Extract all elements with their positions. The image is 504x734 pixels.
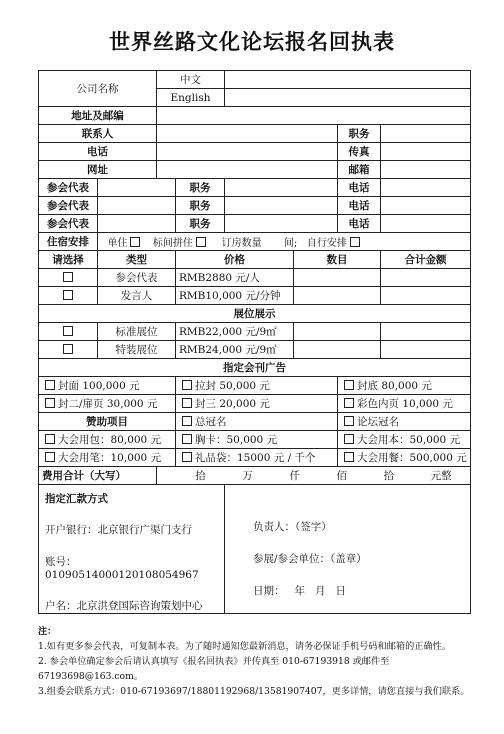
responsible-signature[interactable]: 负责人：（签字） bbox=[253, 521, 332, 533]
fee-unit: 拾 bbox=[383, 470, 395, 482]
account-holder: 户名：北京洪登国际咨询策划中心 bbox=[45, 600, 203, 612]
delegate-phone-field[interactable] bbox=[381, 215, 471, 233]
booth-section-header: 展位展示 bbox=[39, 305, 471, 323]
sponsor-option[interactable]: 大会用本：50,000 元 bbox=[338, 431, 471, 449]
checkbox-icon[interactable] bbox=[344, 416, 354, 426]
fee-unit: 万 bbox=[242, 470, 253, 482]
checkbox-icon[interactable] bbox=[344, 380, 354, 390]
delegate-phone-label: 电话 bbox=[338, 215, 381, 233]
select-cell[interactable] bbox=[39, 269, 98, 287]
delegate-position-field[interactable] bbox=[225, 179, 338, 197]
website-field[interactable] bbox=[157, 161, 338, 179]
fee-unit: 佰 bbox=[336, 470, 348, 482]
contact-position-field[interactable] bbox=[381, 125, 471, 143]
checkbox-icon[interactable] bbox=[182, 380, 192, 390]
ad-option[interactable]: 封底 80,000 元 bbox=[338, 377, 471, 395]
delegate-label: 参会代表 bbox=[39, 215, 98, 233]
ads-section-header: 指定会刊广告 bbox=[39, 359, 471, 377]
checkbox-icon[interactable] bbox=[344, 434, 354, 444]
fee-total-field[interactable] bbox=[157, 467, 471, 485]
fax-field[interactable] bbox=[381, 143, 471, 161]
phone-label: 电话 bbox=[39, 143, 157, 161]
delegate-position-label: 职务 bbox=[176, 197, 225, 215]
delegate-phone-label: 电话 bbox=[338, 197, 381, 215]
booth-total-field[interactable] bbox=[381, 323, 471, 341]
single-room-option[interactable]: 单住 bbox=[101, 234, 143, 249]
sponsor-option[interactable]: 大会用笔：10,000 元 bbox=[39, 449, 176, 467]
self-arranged-option[interactable]: 自行安排 bbox=[300, 234, 362, 249]
booth-quantity-field[interactable] bbox=[294, 323, 381, 341]
delegate-name-field[interactable] bbox=[98, 215, 176, 233]
select-cell[interactable] bbox=[39, 323, 98, 341]
ad-option[interactable]: 封三 20,000 元 bbox=[176, 395, 338, 413]
delegate-label: 参会代表 bbox=[39, 179, 98, 197]
header-select: 请选择 bbox=[39, 251, 98, 269]
checkbox-icon[interactable] bbox=[130, 237, 140, 247]
shared-room-option[interactable]: 标间拼住 bbox=[147, 234, 209, 249]
accommodation-options bbox=[98, 233, 471, 251]
checkbox-icon[interactable] bbox=[45, 398, 55, 408]
website-label: 网址 bbox=[39, 161, 157, 179]
company-cn-field[interactable] bbox=[225, 71, 471, 89]
checkbox-icon[interactable] bbox=[350, 237, 360, 247]
booth-price: RMB24,000 元/9㎡ bbox=[176, 341, 294, 359]
company-en-field[interactable] bbox=[225, 89, 471, 107]
phone-field[interactable] bbox=[157, 143, 338, 161]
note-item: 2. 参会单位确定参会后请认真填写《报名回执表》并传真至 010-67193918 或邮件至 67193698@163.com。 bbox=[38, 656, 390, 682]
checkbox-icon[interactable] bbox=[182, 434, 192, 444]
company-cn-label: 中文 bbox=[157, 71, 225, 89]
contact-person-label: 联系人 bbox=[39, 125, 157, 143]
checkbox-icon[interactable] bbox=[344, 398, 354, 408]
delegate-label: 参会代表 bbox=[39, 197, 98, 215]
remittance-right bbox=[225, 485, 471, 614]
note-item: 1.如有更多参会代表，可复制本表。为了随时通知您最新消息，请务必保证手机号码和邮箱的正确性。 bbox=[38, 641, 452, 652]
checkbox-icon[interactable] bbox=[182, 398, 192, 408]
delegate-position-field[interactable] bbox=[225, 215, 338, 233]
notes-label: 注： bbox=[38, 626, 57, 637]
contact-person-field[interactable] bbox=[157, 125, 338, 143]
remittance-label: 指定汇款方式 bbox=[45, 493, 108, 505]
header-quantity: 数目 bbox=[294, 251, 381, 269]
bank-name: 开户银行：北京银行广渠门支行 bbox=[45, 524, 192, 536]
remittance-left bbox=[39, 485, 225, 614]
ad-option[interactable]: 拉封 50,000 元 bbox=[176, 377, 338, 395]
email-label: 邮箱 bbox=[338, 161, 381, 179]
delegate-position-label: 职务 bbox=[176, 215, 225, 233]
fax-label: 传真 bbox=[338, 143, 381, 161]
select-cell[interactable] bbox=[39, 287, 98, 305]
ad-option[interactable]: 封面 100,000 元 bbox=[39, 377, 176, 395]
contact-position-label: 职务 bbox=[338, 125, 381, 143]
checkbox-icon[interactable] bbox=[344, 452, 354, 462]
fee-unit: 仟 bbox=[289, 470, 300, 482]
item-price: RMB10,000 元/分钟 bbox=[176, 287, 294, 305]
address-label: 地址及邮编 bbox=[39, 107, 157, 125]
delegate-phone-label: 电话 bbox=[338, 179, 381, 197]
sponsor-option[interactable]: 胸卡：50,000 元 bbox=[176, 431, 338, 449]
form-title: 世界丝路文化论坛报名回执表 bbox=[109, 30, 395, 54]
delegate-position-field[interactable] bbox=[225, 197, 338, 215]
delegate-position-label: 职务 bbox=[176, 179, 225, 197]
checkbox-icon[interactable] bbox=[45, 452, 55, 462]
ad-option[interactable]: 彩色内页 10,000 元 bbox=[338, 395, 471, 413]
fee-unit: 拾 bbox=[195, 470, 206, 482]
company-en-label: English bbox=[157, 89, 225, 107]
booth-total-field[interactable] bbox=[381, 341, 471, 359]
registration-form-table bbox=[38, 70, 471, 614]
booth-type: 标准展位 bbox=[98, 323, 176, 341]
sponsor-option[interactable]: 大会用包：80,000 元 bbox=[39, 431, 176, 449]
room-count-option: 订房数量 间; bbox=[221, 238, 298, 249]
delegate-phone-field[interactable] bbox=[381, 197, 471, 215]
delegate-name-field[interactable] bbox=[98, 179, 176, 197]
address-field[interactable] bbox=[157, 107, 471, 125]
checkbox-icon[interactable] bbox=[63, 290, 73, 300]
booth-price: RMB22,000 元/9㎡ bbox=[176, 323, 294, 341]
header-type: 类型 bbox=[98, 251, 176, 269]
fee-total-label: 费用合计（大写） bbox=[39, 467, 157, 485]
delegate-phone-field[interactable] bbox=[381, 179, 471, 197]
item-type: 发言人 bbox=[98, 287, 176, 305]
accommodation-label: 住宿安排 bbox=[39, 233, 98, 251]
company-name-label: 公司名称 bbox=[39, 71, 157, 107]
forum-sponsor-option[interactable]: 论坛冠名 bbox=[338, 413, 471, 431]
header-total: 合计金额 bbox=[381, 251, 471, 269]
checkbox-icon[interactable] bbox=[45, 434, 55, 444]
delegate-name-field[interactable] bbox=[98, 197, 176, 215]
ad-option[interactable]: 封二/扉页 30,000 元 bbox=[39, 395, 176, 413]
note-item: 3.组委会联系方式：010-67193697/18801192968/13581907407，更多详情，请您直接与我们联系。 bbox=[38, 686, 470, 697]
checkbox-icon[interactable] bbox=[45, 380, 55, 390]
item-total-field[interactable] bbox=[381, 269, 471, 287]
date-field[interactable]: 日期： 年 月 日 bbox=[253, 585, 347, 597]
checkbox-icon[interactable] bbox=[182, 416, 192, 426]
item-total-field[interactable] bbox=[381, 287, 471, 305]
unit-stamp[interactable]: 参展/参会单位：（盖章） bbox=[253, 553, 367, 565]
item-price: RMB2880 元/人 bbox=[176, 269, 294, 287]
fee-unit: 元整 bbox=[430, 470, 452, 482]
item-type: 参会代表 bbox=[98, 269, 176, 287]
sponsor-section-header: 赞助项目 bbox=[39, 413, 176, 431]
item-quantity-field[interactable] bbox=[294, 269, 381, 287]
email-field[interactable] bbox=[381, 161, 471, 179]
header-price: 价格 bbox=[176, 251, 294, 269]
checkbox-icon[interactable] bbox=[63, 272, 73, 282]
booth-type: 特装展位 bbox=[98, 341, 176, 359]
sponsor-option[interactable]: 礼品袋：15000 元 / 千个 bbox=[176, 449, 338, 467]
checkbox-icon[interactable] bbox=[63, 344, 73, 354]
bank-account: 账号：01090514000120108054967 bbox=[45, 556, 199, 581]
checkbox-icon[interactable] bbox=[182, 452, 192, 462]
booth-quantity-field[interactable] bbox=[294, 341, 381, 359]
checkbox-icon[interactable] bbox=[63, 326, 73, 336]
select-cell[interactable] bbox=[39, 341, 98, 359]
notes-section bbox=[38, 624, 470, 699]
checkbox-icon[interactable] bbox=[196, 237, 206, 247]
item-quantity-field[interactable] bbox=[294, 287, 381, 305]
title-sponsor-option[interactable]: 总冠名 bbox=[176, 413, 338, 431]
sponsor-option[interactable]: 大会用餐：500,000 元 bbox=[338, 449, 471, 467]
